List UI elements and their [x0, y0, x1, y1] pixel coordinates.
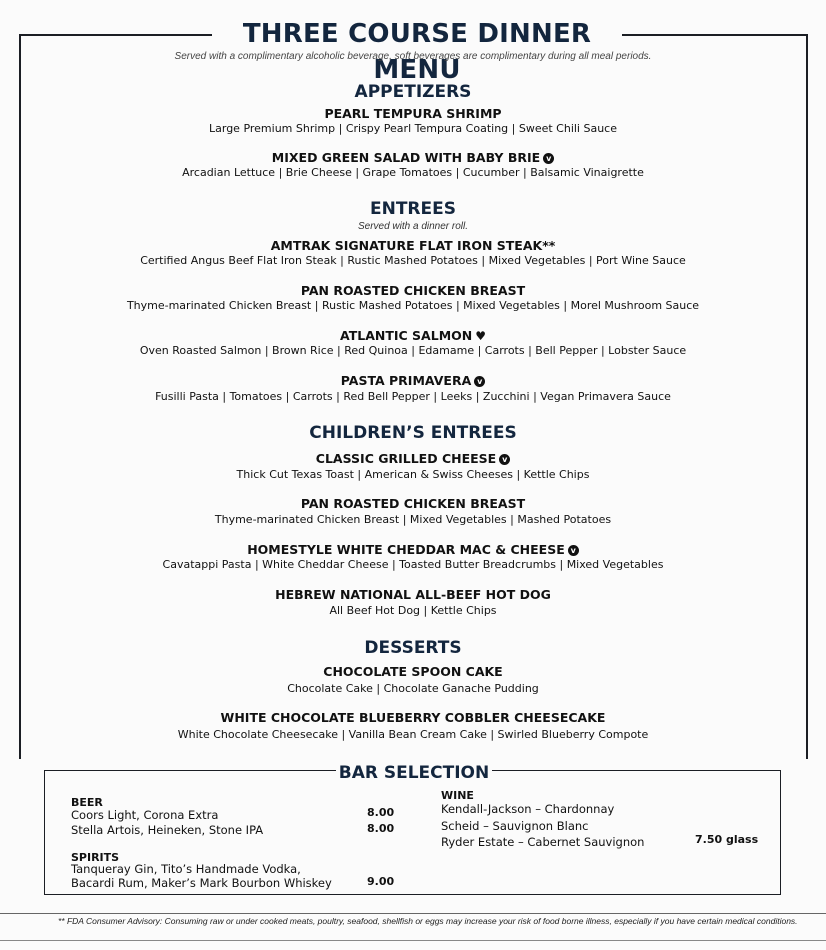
vegetarian-icon: v: [543, 153, 554, 164]
beer-price: 8.00: [367, 806, 395, 819]
menu-item-desc: Cavatappi Pasta | White Cheddar Cheese | Toasted Butter Breadcrumbs | Mixed Vegetables: [162, 558, 664, 571]
menu-item-name: HOMESTYLE WHITE CHEDDAR MAC & CHEESE v: [0, 542, 826, 558]
menu-title: THREE COURSE DINNER MENU: [212, 16, 622, 88]
footer-divider: [0, 913, 826, 914]
menu-item-name: PASTA PRIMAVERA v: [0, 373, 826, 389]
fda-advisory-footnote: ** FDA Consumer Advisory: Consuming raw or under cooked meats, poultry, seafood, shellfish or eggs may increase your risk of food borne illness, especially if you have certain medical conditions.: [58, 916, 798, 926]
vegetarian-icon: v: [474, 376, 485, 387]
spirits-heading: SPIRITS: [71, 851, 120, 864]
menu-item-name: PEARL TEMPURA SHRIMP: [324, 106, 502, 121]
menu-item-name: CHOCOLATE SPOON CAKE: [323, 664, 503, 679]
wine-price: 7.50 glass: [695, 833, 759, 846]
vegetarian-icon: v: [568, 545, 579, 556]
menu-item-name: MIXED GREEN SALAD WITH BABY BRIE v: [0, 150, 826, 166]
wine-line: Kendall-Jackson – Chardonnay: [441, 802, 615, 816]
spirits-price: 9.00: [367, 875, 395, 888]
beer-price: 8.00: [367, 822, 395, 835]
beer-line: Stella Artois, Heineken, Stone IPA: [71, 823, 264, 837]
spirits-line: Bacardi Rum, Maker’s Mark Bourbon Whiskey: [71, 876, 332, 890]
menu-item-name: PAN ROASTED CHICKEN BREAST: [300, 496, 526, 511]
menu-item-desc: Arcadian Lettuce | Brie Cheese | Grape Tomatoes | Cucumber | Balsamic Vinaigrette: [182, 166, 644, 179]
children-title: CHILDREN’S ENTREES: [309, 423, 517, 443]
wine-line: Ryder Estate – Cabernet Sauvignon: [441, 835, 645, 849]
menu-item-desc: Thyme-marinated Chicken Breast | Mixed Vegetables | Mashed Potatoes: [214, 513, 612, 526]
menu-item-name: WHITE CHOCOLATE BLUEBERRY COBBLER CHEESECAKE: [220, 710, 606, 725]
menu-item-name: AMTRAK SIGNATURE FLAT IRON STEAK**: [270, 238, 556, 253]
menu-item-desc: All Beef Hot Dog | Kettle Chips: [329, 604, 497, 617]
desserts-title: DESSERTS: [364, 638, 462, 658]
heart-icon: ♥: [475, 329, 486, 343]
menu-item-name: PAN ROASTED CHICKEN BREAST: [300, 283, 526, 298]
page-edge-divider: [0, 940, 826, 941]
menu-item-desc: White Chocolate Cheesecake | Vanilla Bean Cream Cake | Swirled Blueberry Compote: [177, 728, 649, 741]
spirits-line: Tanqueray Gin, Tito’s Handmade Vodka,: [71, 862, 301, 876]
bar-selection-title: BAR SELECTION: [336, 761, 492, 785]
entrees-title: ENTREES: [370, 199, 456, 219]
wine-line: Scheid – Sauvignon Blanc: [441, 819, 589, 833]
menu-item-name: CLASSIC GRILLED CHEESE v: [0, 451, 826, 467]
beer-heading: BEER: [71, 796, 103, 809]
beer-line: Coors Light, Corona Extra: [71, 808, 219, 822]
menu-item-desc: Thyme-marinated Chicken Breast | Rustic Mashed Potatoes | Mixed Vegetables | Morel Mushroom Sauce: [126, 299, 700, 312]
menu-subtitle: Served with a complimentary alcoholic beverage, soft beverages are complimentary during all meal periods.: [174, 51, 652, 62]
menu-item-desc: Certified Angus Beef Flat Iron Steak | Rustic Mashed Potatoes | Mixed Vegetables | Port Wine Sauce: [140, 254, 686, 267]
vegetarian-icon: v: [499, 454, 510, 465]
wine-heading: WINE: [441, 789, 474, 802]
menu-item-desc: Chocolate Cake | Chocolate Ganache Pudding: [287, 682, 539, 695]
menu-item-desc: Large Premium Shrimp | Crispy Pearl Tempura Coating | Sweet Chili Sauce: [209, 122, 617, 135]
menu-item-name: ATLANTIC SALMON ♥: [340, 328, 486, 343]
menu-item-name: HEBREW NATIONAL ALL-BEEF HOT DOG: [275, 587, 551, 602]
menu-item-desc: Thick Cut Texas Toast | American & Swiss Cheeses | Kettle Chips: [236, 468, 590, 481]
menu-item-desc: Fusilli Pasta | Tomatoes | Carrots | Red Bell Pepper | Leeks | Zucchini | Vegan Primavera Sauce: [155, 390, 671, 403]
appetizers-title: APPETIZERS: [354, 82, 472, 102]
entrees-note: Served with a dinner roll.: [357, 221, 469, 232]
menu-item-desc: Oven Roasted Salmon | Brown Rice | Red Quinoa | Edamame | Carrots | Bell Pepper | Lobster Sauce: [139, 344, 687, 357]
